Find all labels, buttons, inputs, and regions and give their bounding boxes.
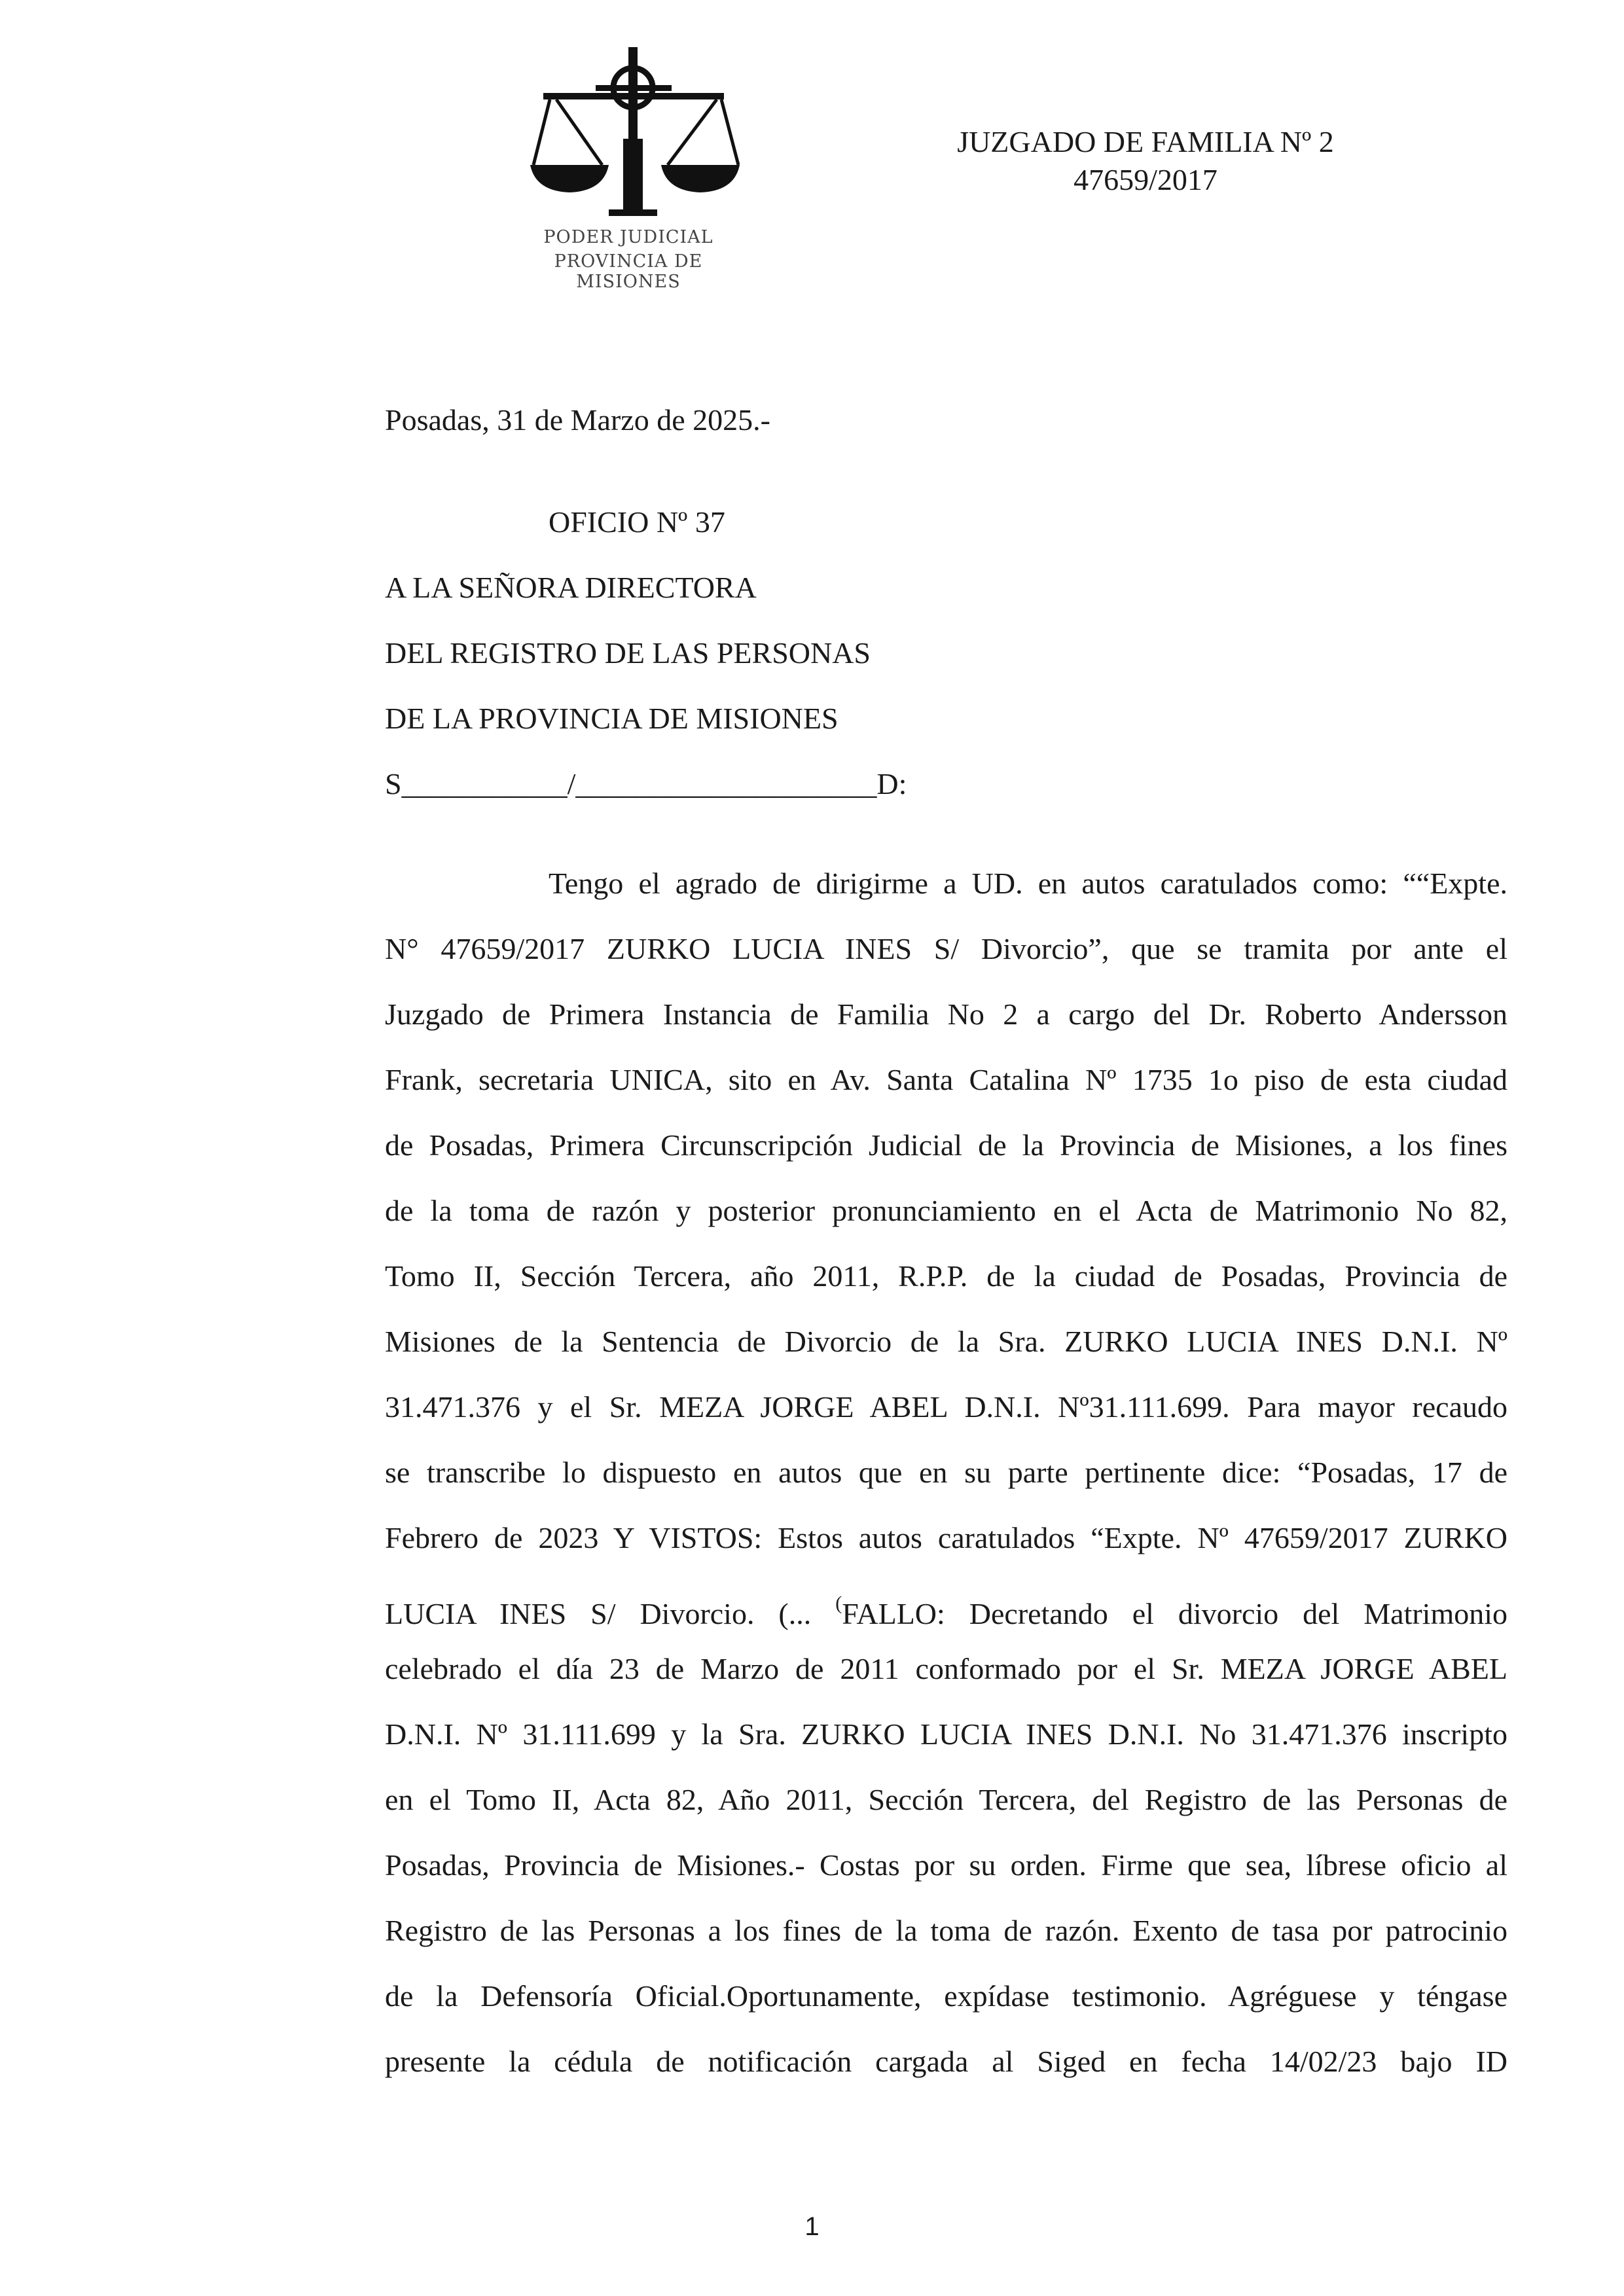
body-line-fallo [385, 1584, 1507, 1649]
body-line: Febrero de 2023 Y VISTOS: Estos autos caratulados “Expte. Nº 47659/2017 ZURKO [385, 1521, 1507, 1554]
salutation-sd: S___________/____________________D: [385, 767, 907, 800]
body-line: Tomo II, Sección Tercera, año 2011, R.P.P. de la ciudad de Posadas, Provincia de [385, 1259, 1507, 1293]
body-line: en el Tomo II, Acta 82, Año 2011, Sección Tercera, del Registro de las Personas de [385, 1783, 1507, 1816]
scales-of-justice-icon [530, 41, 740, 230]
recipient-line-3: DE LA PROVINCIA DE MISIONES [385, 702, 839, 735]
seal-text-line-1: PODER JUDICIAL [543, 227, 713, 247]
body-line: de Posadas, Primera Circunscripción Judicial de la Provincia de Misiones, a los fines [385, 1128, 1507, 1162]
body-line: N° 47659/2017 ZURKO LUCIA INES S/ Divorcio”, que se tramita por ante el [385, 932, 1507, 965]
case-number: 47659/2017 [1074, 163, 1218, 196]
oficio-number: OFICIO Nº 37 [549, 505, 725, 539]
court-name: JUZGADO DE FAMILIA Nº 2 [957, 125, 1334, 158]
body-line: D.N.I. Nº 31.111.699 y la Sra. ZURKO LUCIA INES D.N.I. No 31.471.376 inscripto [385, 1717, 1507, 1751]
body-line: Tengo el agrado de dirigirme a UD. en autos caratulados como: ““Expte. [549, 867, 1507, 900]
body-paragraph [385, 864, 1507, 2108]
body-line-fallo-start: LUCIA INES S/ Divorcio. (... [385, 1597, 812, 1630]
body-line: presente la cédula de notificación cargada al Siged en fecha 14/02/23 bajo ID [385, 2045, 1507, 2078]
body-line: Registro de las Personas a los fines de la toma de razón. Exento de tasa por patrocinio [385, 1914, 1507, 1947]
recipient-line-1: A LA SEÑORA DIRECTORA [385, 571, 757, 604]
body-line-fallo-end: FALLO: Decretando el divorcio del Matrimonio [842, 1597, 1508, 1630]
body-line: de la toma de razón y posterior pronunciamiento en el Acta de Matrimonio No 82, [385, 1194, 1507, 1227]
court-heading [871, 123, 1420, 199]
body-line: Misiones de la Sentencia de Divorcio de la Sra. ZURKO LUCIA INES D.N.I. Nº [385, 1325, 1507, 1358]
body-line: celebrado el día 23 de Marzo de 2011 conformado por el Sr. MEZA JORGE ABEL [385, 1652, 1507, 1685]
body-line: de la Defensoría Oficial.Oportunamente, expídase testimonio. Agréguese y téngase [385, 1979, 1507, 2013]
recipient-line-2: DEL REGISTRO DE LAS PERSONAS [385, 636, 871, 670]
body-line: Posadas, Provincia de Misiones.- Costas por su orden. Firme que sea, líbrese oficio al [385, 1848, 1507, 1882]
body-line: se transcribe lo dispuesto en autos que en su parte pertinente dice: “Posadas, 17 de [385, 1456, 1507, 1489]
seal-text-line-2: PROVINCIA DE MISIONES [554, 251, 703, 292]
page-number: 1 [804, 2212, 820, 2241]
body-line: Juzgado de Primera Instancia de Familia No 2 a cargo del Dr. Roberto Andersson [385, 997, 1507, 1031]
body-line: Frank, secretaria UNICA, sito en Av. Santa Catalina Nº 1735 1o piso de esta ciudad [385, 1063, 1507, 1096]
superscript-paren: ( [835, 1592, 842, 1614]
letter-date: Posadas, 31 de Marzo de 2025.- [385, 403, 770, 437]
judicial-seal-logo [530, 41, 740, 292]
body-line: 31.471.376 y el Sr. MEZA JORGE ABEL D.N.I. Nº31.111.699. Para mayor recaudo [385, 1390, 1507, 1424]
